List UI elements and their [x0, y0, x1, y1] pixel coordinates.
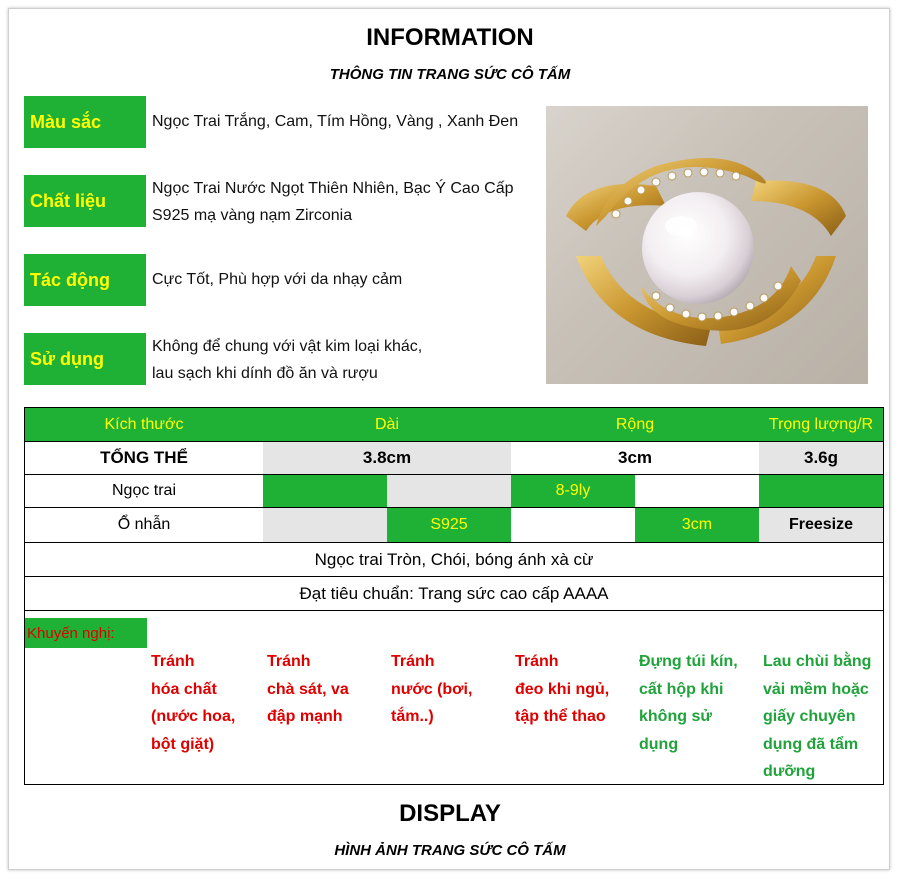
- note-standard: Đạt tiêu chuẩn: Trang sức cao cấp AAAA: [299, 583, 609, 603]
- display-subtitle: HÌNH ẢNH TRANG SỨC CÔ TẤM: [334, 842, 566, 859]
- ring-cell: [511, 507, 635, 542]
- row-divider: [25, 507, 883, 508]
- overall-width: 3cm: [617, 447, 653, 467]
- label-effect: Tác động: [24, 254, 146, 306]
- header-weight: Trọng lượng/R: [759, 408, 883, 441]
- advice-item: [267, 648, 349, 731]
- value-effect-line: Cực Tốt, Phù hợp với da nhạy cảm: [152, 271, 403, 288]
- row-divider: [25, 474, 883, 475]
- advice-line: Tránh: [267, 653, 311, 670]
- advice-line: tập thể thao: [515, 708, 606, 725]
- value-material-line: S925 mạ vàng nạm Zirconia: [152, 207, 353, 224]
- value-usage-line: lau sạch khi dính đồ ăn và rượu: [152, 365, 378, 382]
- value-color: [152, 108, 542, 135]
- value-material-line: Ngọc Trai Nước Ngọt Thiên Nhiên, Bạc Ý Cao Cấp: [152, 180, 514, 197]
- value-usage-line: Không để chung với vật kim loại khác,: [152, 338, 423, 355]
- advice-line: đập mạnh: [267, 708, 343, 725]
- advice-line: dụng: [639, 735, 679, 753]
- advice-item: [763, 648, 871, 786]
- advice-line: Tránh: [151, 653, 195, 670]
- advice-line: dưỡng: [763, 763, 816, 780]
- advice-item: [639, 648, 738, 758]
- advice-line: Đựng túi kín,: [639, 653, 738, 670]
- note-pearl-quality: Ngọc trai Tròn, Chói, bóng ánh xà cừ: [314, 549, 594, 569]
- advice-item: [515, 648, 609, 731]
- advice-line: nước (bơi,: [391, 680, 473, 698]
- pearl-width: 8-9ly: [511, 474, 635, 507]
- overall-label: TỔNG THỂ: [100, 447, 188, 467]
- ring-weight: Freesize: [759, 507, 883, 542]
- ring-width: 3cm: [635, 507, 759, 542]
- row-divider: [25, 610, 883, 611]
- advice-line: chà sát, va: [267, 680, 349, 698]
- advice-line: Tránh: [391, 653, 435, 670]
- pearl-ring-image: [546, 106, 868, 384]
- advice-line: cất hộp khi: [639, 680, 724, 698]
- label-material: Chất liệu: [24, 175, 146, 227]
- pearl-cell: [759, 474, 883, 507]
- advice-line: Tránh: [515, 653, 559, 670]
- value-color-line: Ngọc Trai Trắng, Cam, Tím Hồng, Vàng , Xanh Đen: [152, 113, 519, 130]
- ring-length: S925: [387, 507, 511, 542]
- spec-table: [24, 407, 884, 785]
- advice-line: dụng đã tẩm: [763, 735, 859, 753]
- info-subtitle: THÔNG TIN TRANG SỨC CÔ TẤM: [329, 66, 571, 83]
- header-length: Dài: [263, 408, 511, 441]
- overall-weight: 3.6g: [759, 441, 883, 474]
- advice-line: Lau chùi bằng: [763, 653, 872, 670]
- header-width: Rộng: [511, 408, 759, 441]
- pearl-cell: [635, 474, 759, 507]
- advice-item: [151, 648, 235, 758]
- ring-cell: [263, 507, 387, 542]
- advice-line: bột giặt): [151, 735, 215, 753]
- advice-line: vải mềm hoặc: [763, 680, 869, 698]
- display-title: DISPLAY: [399, 800, 501, 827]
- value-material: [152, 175, 542, 229]
- advice-line: không sử: [639, 708, 712, 725]
- overall-length: 3.8cm: [263, 441, 511, 474]
- label-color: Màu sắc: [24, 96, 146, 148]
- advice-line: tắm..): [391, 708, 434, 725]
- advice-line: đeo khi ngủ,: [515, 680, 610, 698]
- advice-line: giấy chuyên: [763, 708, 856, 725]
- advice-line: hóa chất: [151, 680, 217, 698]
- pearl-label: Ngọc trai: [111, 481, 177, 499]
- pearl-cell: [263, 474, 387, 507]
- row-divider: [25, 441, 883, 442]
- value-effect: [152, 266, 542, 293]
- advice-item: [391, 648, 472, 731]
- advice-label: Khuyến nghị:: [25, 618, 147, 648]
- product-photo: [546, 106, 868, 384]
- ring-label: Ổ nhẫn: [117, 515, 171, 533]
- value-usage: [152, 333, 542, 387]
- info-title: INFORMATION: [366, 24, 534, 51]
- header-size: Kích thước: [25, 408, 263, 441]
- pearl-cell: [387, 474, 511, 507]
- advice-line: (nước hoa,: [151, 708, 236, 725]
- label-usage: Sử dụng: [24, 333, 146, 385]
